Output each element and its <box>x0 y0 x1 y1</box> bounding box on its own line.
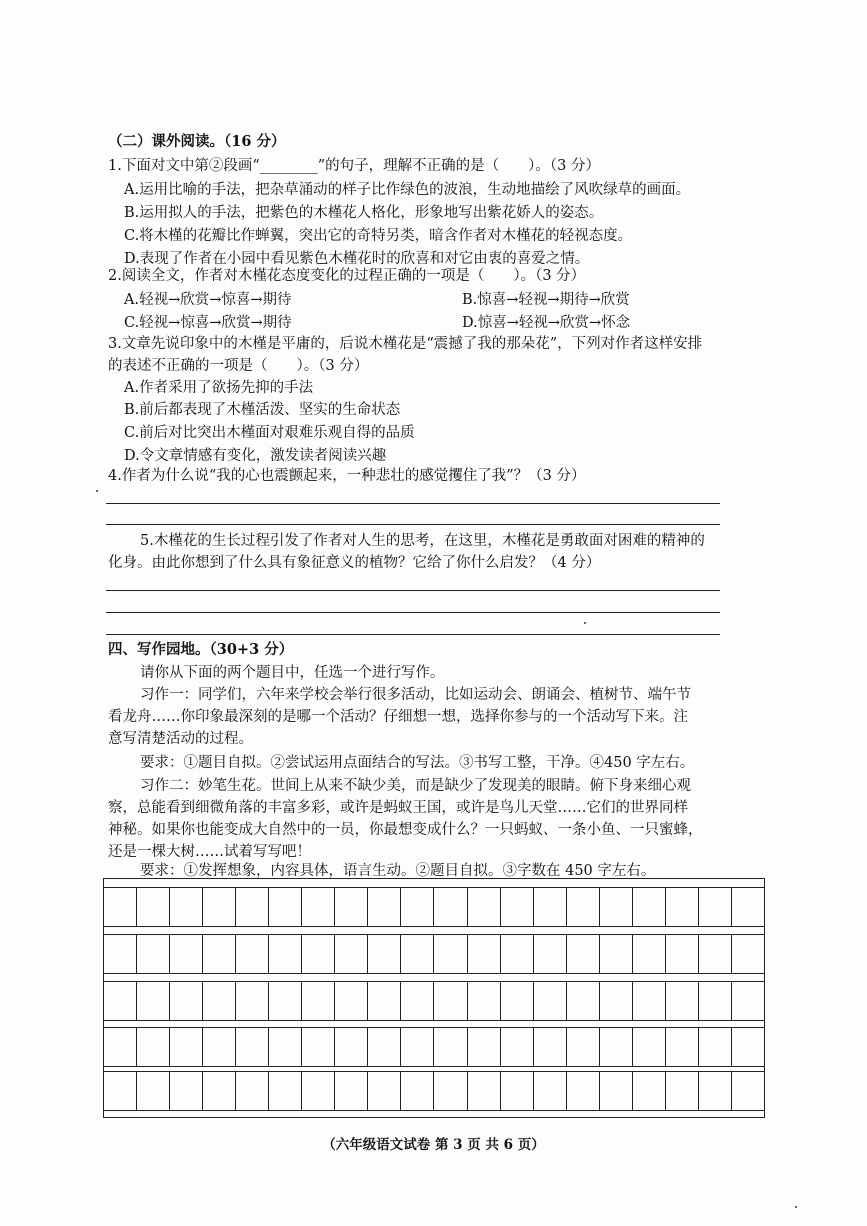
grid-cell[interactable] <box>434 1072 467 1110</box>
grid-cell[interactable] <box>600 888 633 926</box>
grid-cell[interactable] <box>137 982 170 1020</box>
page-footer: （六年级语文试卷 第 3 页 共 6 页） <box>322 1137 545 1153</box>
grid-cell[interactable] <box>335 935 368 973</box>
grid-cell[interactable] <box>567 888 600 926</box>
grid-cell[interactable] <box>368 888 401 926</box>
grid-cell[interactable] <box>302 1072 335 1110</box>
scan-speck <box>96 490 98 492</box>
grid-row <box>104 1027 764 1067</box>
grid-cell[interactable] <box>302 1028 335 1066</box>
grid-cell[interactable] <box>666 888 699 926</box>
q2-option-c: C.轻视→惊喜→欣赏→期待 <box>124 315 292 331</box>
grid-cell[interactable] <box>269 1028 302 1066</box>
grid-cell[interactable] <box>732 1028 764 1066</box>
grid-cell[interactable] <box>137 1028 170 1066</box>
grid-cell[interactable] <box>434 1028 467 1066</box>
grid-cell[interactable] <box>699 935 732 973</box>
task2-line2: 察，总能看到细微角落的丰富多彩，或许是蚂蚁王国，或许是鸟儿天堂……它们的世界同样 <box>108 800 688 816</box>
grid-cell[interactable] <box>269 1072 302 1110</box>
q3-option-b: B.前后都表现了木槿活泼、坚实的生命状态 <box>124 402 401 418</box>
q4-stem: 4.作者为什么说“我的心也震颤起来，一种悲壮的感觉攫住了我”？（3 分） <box>108 468 586 484</box>
q1-option-d: D.表现了作者在小园中看见紫色木槿花时的欣喜和对它由衷的喜爱之情。 <box>124 251 590 267</box>
grid-cell[interactable] <box>170 888 203 926</box>
grid-cell[interactable] <box>633 1028 666 1066</box>
grid-row <box>104 934 764 974</box>
q3-option-d: D.令文章情感有变化，激发读者阅读兴趣 <box>124 448 387 464</box>
q2-option-d: D.惊喜→轻视→欣赏→怀念 <box>462 315 631 331</box>
grid-cell[interactable] <box>434 888 467 926</box>
q3-stem-line2: 的表述不正确的一项是（ ）。（3 分） <box>108 358 369 374</box>
q1-option-a: A.运用比喻的手法，把杂草涌动的样子比作绿色的波浪，生动地描绘了风吹绿草的画面。 <box>124 182 691 198</box>
task1-line1: 习作一：同学们，六年来学校会举行很多活动，比如运动会、朗诵会、植树节、端午节 <box>140 687 691 703</box>
grid-cell[interactable] <box>203 982 236 1020</box>
q4-answer-line-1 <box>106 503 720 504</box>
grid-cell[interactable] <box>335 982 368 1020</box>
grid-cell[interactable] <box>501 935 534 973</box>
grid-cell[interactable] <box>104 1072 137 1110</box>
grid-cell[interactable] <box>401 982 434 1020</box>
grid-cell[interactable] <box>501 1028 534 1066</box>
q5-answer-line-2 <box>106 612 720 613</box>
q1-option-b: B.运用拟人的手法，把紫色的木槿花人格化，形象地写出紫花娇人的姿态。 <box>124 205 604 221</box>
grid-cell[interactable] <box>600 982 633 1020</box>
grid-cell[interactable] <box>633 935 666 973</box>
task2-line3: 神秘。如果你也能变成大自然中的一员，你最想变成什么？一只蚂蚁、一条小鱼、一只蜜蜂， <box>108 822 703 838</box>
grid-cell[interactable] <box>633 982 666 1020</box>
q3-option-c: C.前后对比突出木槿面对艰难乐观自得的品质 <box>124 425 415 441</box>
grid-cell[interactable] <box>137 1072 170 1110</box>
grid-cell[interactable] <box>104 888 137 926</box>
grid-cell[interactable] <box>567 1028 600 1066</box>
grid-cell[interactable] <box>236 1028 269 1066</box>
q2-option-b: B.惊喜→轻视→期待→欣赏 <box>462 292 630 308</box>
grid-cell[interactable] <box>633 1072 666 1110</box>
q5-answer-line-3 <box>106 634 720 635</box>
q3-option-a: A.作者采用了欲扬先抑的手法 <box>124 380 314 396</box>
grid-cell[interactable] <box>269 982 302 1020</box>
grid-cell[interactable] <box>170 982 203 1020</box>
grid-cell[interactable] <box>534 1028 567 1066</box>
grid-cell[interactable] <box>699 888 732 926</box>
grid-row <box>104 1071 764 1111</box>
writing-grid[interactable] <box>103 878 765 1118</box>
task1-line2: 看龙舟……你印象最深刻的是哪一个活动？仔细想一想，选择你参与的一个活动写下来。注 <box>108 709 688 725</box>
grid-cell[interactable] <box>600 1028 633 1066</box>
grid-cell[interactable] <box>600 935 633 973</box>
grid-cell[interactable] <box>666 1072 699 1110</box>
task1-line3: 意写清楚活动的过程。 <box>108 731 253 747</box>
grid-cell[interactable] <box>335 888 368 926</box>
grid-cell[interactable] <box>368 935 401 973</box>
grid-cell[interactable] <box>468 1028 501 1066</box>
grid-cell[interactable] <box>368 982 401 1020</box>
grid-cell[interactable] <box>468 1072 501 1110</box>
task1-requirements: 要求：①题目自拟。②尝试运用点面结合的写法。③书写工整，干净。④450 字左右。 <box>140 755 695 771</box>
grid-row <box>104 887 764 927</box>
grid-cell[interactable] <box>302 888 335 926</box>
q1-option-c: C.将木槿的花瓣比作蝉翼，突出它的奇特另类，暗含作者对木槿花的轻视态度。 <box>124 228 633 244</box>
grid-cell[interactable] <box>203 935 236 973</box>
grid-cell[interactable] <box>302 982 335 1020</box>
q2-option-a: A.轻视→欣赏→惊喜→期待 <box>124 292 292 308</box>
grid-cell[interactable] <box>666 982 699 1020</box>
grid-cell[interactable] <box>203 888 236 926</box>
grid-cell[interactable] <box>269 935 302 973</box>
grid-row <box>104 981 764 1021</box>
grid-cell[interactable] <box>468 982 501 1020</box>
grid-cell[interactable] <box>501 982 534 1020</box>
grid-cell[interactable] <box>203 1072 236 1110</box>
grid-cell[interactable] <box>732 935 764 973</box>
q2-stem: 2.阅读全文，作者对木槿花态度变化的过程正确的一项是（ ）。（3 分） <box>108 268 586 284</box>
q5-stem-line1: 5.木槿花的生长过程引发了作者对人生的思考，在这里，木槿花是勇敢面对困难的精神的 <box>140 533 705 549</box>
grid-cell[interactable] <box>699 982 732 1020</box>
grid-cell[interactable] <box>401 935 434 973</box>
grid-cell[interactable] <box>401 1072 434 1110</box>
grid-cell[interactable] <box>236 982 269 1020</box>
grid-cell[interactable] <box>104 935 137 973</box>
grid-cell[interactable] <box>468 935 501 973</box>
section4-heading: 四、写作园地。（30+3 分） <box>108 641 294 658</box>
grid-cell[interactable] <box>534 1072 567 1110</box>
grid-cell[interactable] <box>335 1028 368 1066</box>
grid-cell[interactable] <box>236 888 269 926</box>
grid-cell[interactable] <box>534 888 567 926</box>
grid-cell[interactable] <box>666 935 699 973</box>
grid-cell[interactable] <box>633 888 666 926</box>
grid-cell[interactable] <box>269 888 302 926</box>
grid-cell[interactable] <box>699 1028 732 1066</box>
grid-cell[interactable] <box>501 888 534 926</box>
scan-speck <box>584 622 586 624</box>
grid-cell[interactable] <box>368 1072 401 1110</box>
q3-stem-line1: 3.文章先说印象中的木槿是平庸的，后说木槿花是“震撼了我的那朵花”，下列对作者这样安排 <box>108 336 703 352</box>
grid-cell[interactable] <box>732 888 764 926</box>
grid-cell[interactable] <box>170 1072 203 1110</box>
q4-answer-line-2 <box>106 524 720 525</box>
grid-cell[interactable] <box>567 935 600 973</box>
grid-cell[interactable] <box>335 1072 368 1110</box>
section4-intro: 请你从下面的两个题目中，任选一个进行写作。 <box>140 665 445 681</box>
grid-cell[interactable] <box>434 935 467 973</box>
grid-cell[interactable] <box>666 1028 699 1066</box>
grid-cell[interactable] <box>137 888 170 926</box>
grid-cell[interactable] <box>104 982 137 1020</box>
grid-cell[interactable] <box>170 935 203 973</box>
grid-cell[interactable] <box>600 1072 633 1110</box>
grid-cell[interactable] <box>302 935 335 973</box>
grid-cell[interactable] <box>468 888 501 926</box>
grid-cell[interactable] <box>732 1072 764 1110</box>
q1-stem: 1.下面对文中第②段画“________”的句子，理解不正确的是（ ）。（3 分） <box>108 158 600 174</box>
grid-cell[interactable] <box>401 888 434 926</box>
q5-stem-line2: 化身。由此你想到了什么具有象征意义的植物？它给了你什么启发？（4 分） <box>108 555 601 571</box>
grid-cell[interactable] <box>501 1072 534 1110</box>
grid-cell[interactable] <box>534 982 567 1020</box>
task2-line1: 习作二：妙笔生花。世间上从来不缺少美，而是缺少了发现美的眼睛。俯下身来细心观 <box>140 778 691 794</box>
grid-cell[interactable] <box>104 1028 137 1066</box>
grid-cell[interactable] <box>434 982 467 1020</box>
task2-line4: 还是一棵大树……试着写写吧！ <box>108 844 311 860</box>
grid-cell[interactable] <box>236 1072 269 1110</box>
grid-cell[interactable] <box>567 982 600 1020</box>
section2-heading: （二）课外阅读。（16 分） <box>108 133 286 150</box>
task2-requirements: 要求：①发挥想象，内容具体，语言生动。②题目自拟。③字数在 450 字左右。 <box>140 863 656 879</box>
grid-cell[interactable] <box>137 935 170 973</box>
grid-cell[interactable] <box>368 1028 401 1066</box>
grid-cell[interactable] <box>534 935 567 973</box>
grid-cell[interactable] <box>170 1028 203 1066</box>
q5-answer-line-1 <box>106 590 720 591</box>
grid-cell[interactable] <box>699 1072 732 1110</box>
scan-speck <box>795 1206 797 1208</box>
grid-cell[interactable] <box>203 1028 236 1066</box>
grid-cell[interactable] <box>732 982 764 1020</box>
grid-cell[interactable] <box>567 1072 600 1110</box>
grid-cell[interactable] <box>236 935 269 973</box>
grid-cell[interactable] <box>401 1028 434 1066</box>
